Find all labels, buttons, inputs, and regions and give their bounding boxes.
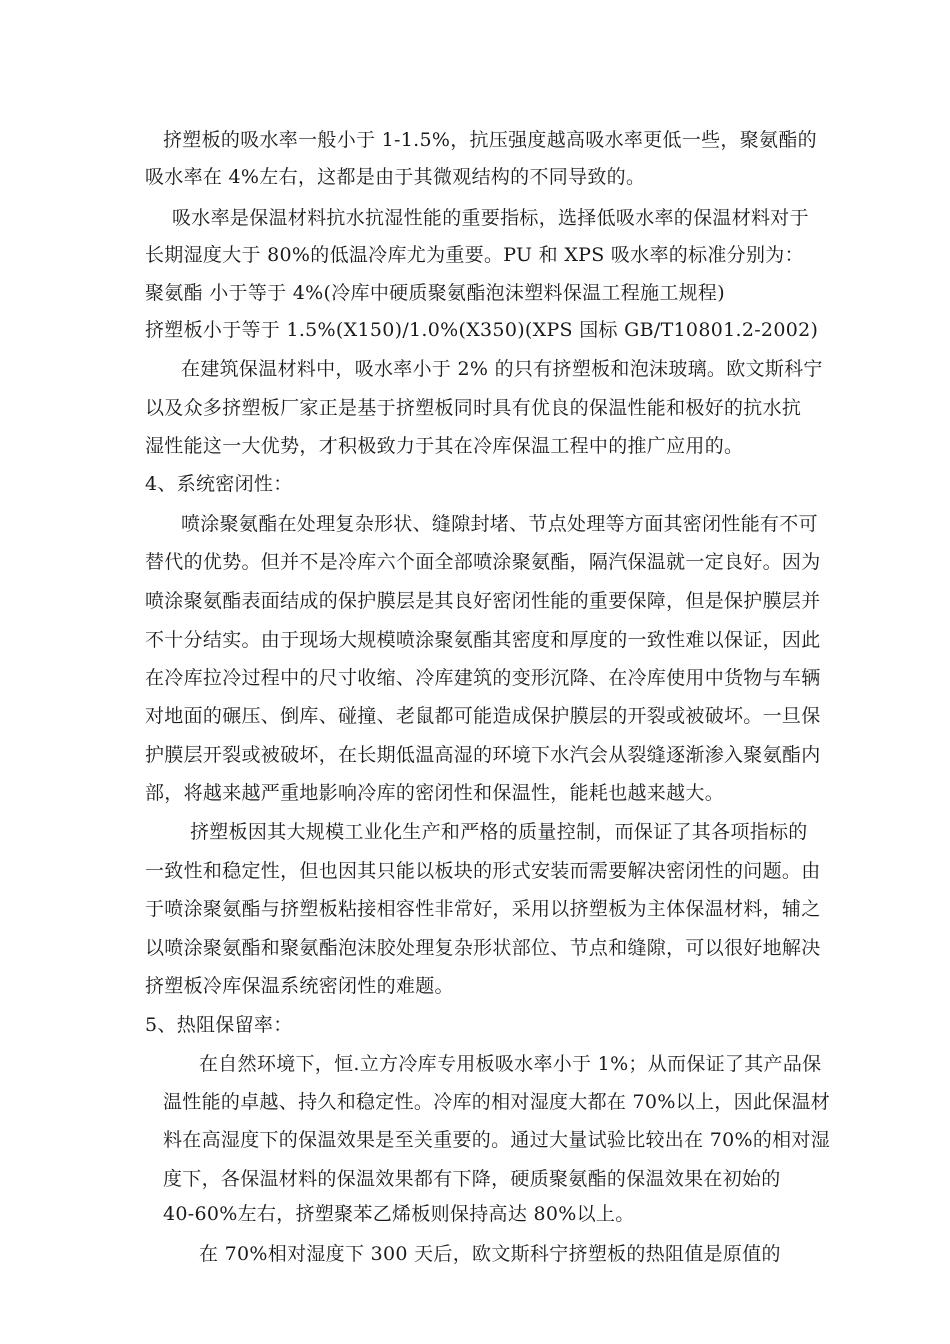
text-line: 一致性和稳定性，但也因其只能以板块的形式安装而需要解决密闭性的问题。由	[145, 860, 821, 882]
text-line: 湿性能这一大优势，才积极致力于其在冷库保温工程中的推广应用的。	[145, 435, 744, 457]
text-line: 在冷库拉冷过程中的尺寸收缩、冷库建筑的变形沉降、在冷库使用中货物与车辆	[145, 667, 821, 689]
text-line: 不十分结实。由于现场大规模喷涂聚氨酯其密度和厚度的一致性难以保证，因此	[145, 629, 821, 651]
section-heading: 4、系统密闭性：	[145, 473, 293, 495]
text-line: 喷涂聚氨酯表面结成的保护膜层是其良好密闭性能的重要保障，但是保护膜层并	[145, 590, 821, 612]
text-line: 替代的优势。但并不是冷库六个面全部喷涂聚氨酯，隔汽保温就一定良好。因为	[145, 551, 821, 573]
text-line: 喷涂聚氨酯在处理复杂形状、缝隙封堵、节点处理等方面其密闭性能有不可	[181, 513, 818, 535]
text-line: 护膜层开裂或被破坏，在长期低温高湿的环境下水汽会从裂缝逐渐渗入聚氨酯内	[145, 744, 821, 766]
text-line: 吸水率在 4%左右，这都是由于其微观结构的不同导致的。	[145, 166, 646, 188]
text-line: 挤塑板因其大规模工业化生产和严格的质量控制，而保证了其各项指标的	[190, 821, 808, 843]
text-line: 对地面的碾压、倒库、碰撞、老鼠都可能造成保护膜层的开裂或被破坏。一旦保	[145, 705, 821, 727]
text-line: 挤塑板冷库保温系统密闭性的难题。	[145, 975, 454, 997]
text-line: 部，将越来越严重地影响冷库的密闭性和保温性，能耗也越来越大。	[145, 782, 725, 804]
text-line: 聚氨酯 小于等于 4%(冷库中硬质聚氨酯泡沫塑料保温工程施工规程)	[145, 282, 725, 304]
text-line: 度下，各保温材料的保温效果都有下降，硬质聚氨酯的保温效果在初始的	[163, 1168, 781, 1190]
text-line: 40-60%左右，挤塑聚苯乙烯板则保持高达 80%以上。	[163, 1203, 635, 1225]
text-line: 挤塑板的吸水率一般小于 1-1.5%，抗压强度越高吸水率更低一些，聚氨酯的	[163, 129, 817, 151]
text-line: 于喷涂聚氨酯与挤塑板粘接相容性非常好，采用以挤塑板为主体保温材料，辅之	[145, 898, 821, 920]
text-line: 温性能的卓越、持久和稳定性。冷库的相对湿度大都在 70%以上，因此保温材	[163, 1091, 831, 1113]
text-line: 在建筑保温材料中，吸水率小于 2% 的只有挤塑板和泡沫玻璃。欧文斯科宁	[181, 358, 823, 380]
text-line: 挤塑板小于等于 1.5%(X150)/1.0%(X350)(XPS 国标 GB/T10801.2-2002)	[145, 319, 819, 341]
text-line: 以及众多挤塑板厂家正是基于挤塑板同时具有优良的保温性能和极好的抗水抗	[145, 397, 802, 419]
text-line: 长期湿度大于 80%的低温冷库尤为重要。PU 和 XPS 吸水率的标准分别为：	[145, 244, 804, 266]
section-heading: 5、热阻保留率：	[145, 1014, 293, 1036]
text-line: 在 70%相对湿度下 300 天后，欧文斯科宁挤塑板的热阻值是原值的	[199, 1243, 781, 1265]
text-line: 以喷涂聚氨酯和聚氨酯泡沫胶处理复杂形状部位、节点和缝隙，可以很好地解决	[145, 937, 821, 959]
text-line: 料在高湿度下的保温效果是至关重要的。通过大量试验比较出在 70%的相对湿	[163, 1129, 831, 1151]
text-line: 吸水率是保温材料抗水抗湿性能的重要指标，选择低吸水率的保温材料对于	[172, 207, 809, 229]
text-line: 在自然环境下，恒.立方冷库专用板吸水率小于 1%；从而保证了其产品保	[199, 1053, 822, 1075]
